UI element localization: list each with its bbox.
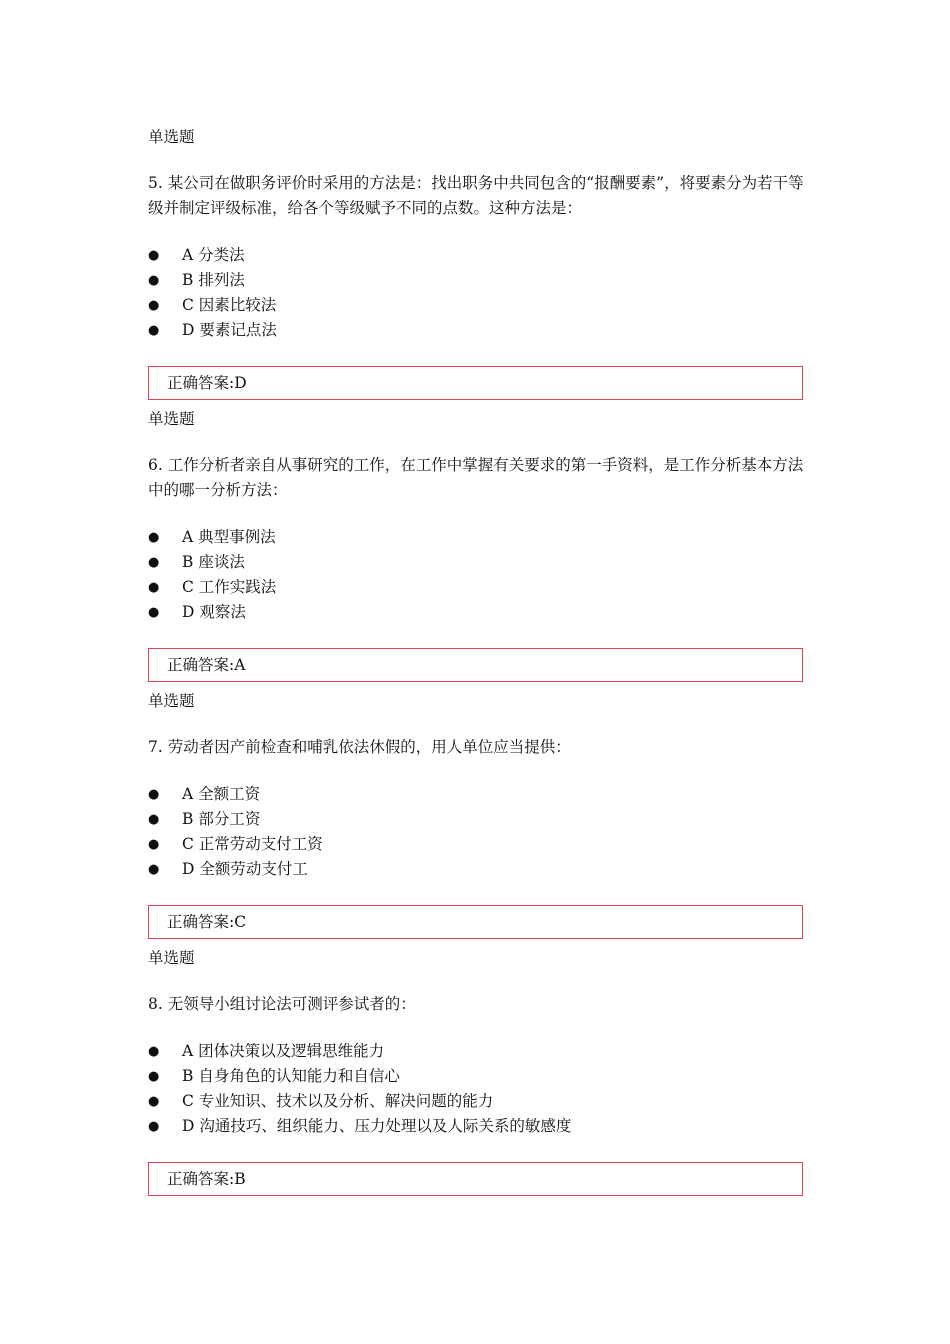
correct-answer-box: 正确答案:A	[148, 648, 803, 682]
document-page: 单选题 5. 某公司在做职务评价时采用的方法是：找出职务中共同包含的“报酬要素”，将要素分为若干等级并制定评级标准，给各个等级赋予不同的点数。这种方法是： ● A 分类法 ● B 排列法 ● C 因素比较法 ● D 要素记点法 正确答案:D 单选题 6. 工作分析者亲自从事研究的工作，在工作中掌握有关要求的第一手资料，是工作分析基本方法中的哪一分析方法： ● A 典型事例法 ● B 座谈法 ● C 工作实践法 ● D 观察法 正确答案:A 单选题 7. 劳动者因产前检查和哺乳依法休假的，用人单位应当提供： ● A 全额工资 ● B 部分工资 ● C 正常劳动支付工资 ● D 全额劳动支付工 正确答案:C 单选题 8. 无领导小组讨论法可测评参试者的： ● A 团体决策以及逻辑思维能力 ● B 自身角色的认知能力和自信心 ● C 专业知识、技术以及分析、解决问题的能力 ● D 沟通技巧、组织能力、压力处理以及人际关系的敏感度 正确答案:B	[0, 0, 950, 1344]
correct-answer-box: 正确答案:C	[148, 905, 803, 939]
question-type-label: 单选题	[148, 949, 195, 967]
bullet-icon: ●	[148, 530, 160, 545]
bullet-icon: ●	[148, 862, 160, 877]
bullet-icon: ●	[148, 273, 160, 288]
bullet-icon: ●	[148, 248, 160, 263]
correct-answer-box: 正确答案:D	[148, 366, 803, 400]
bullet-icon: ●	[148, 1069, 160, 1084]
question-type-label: 单选题	[148, 128, 195, 146]
bullet-icon: ●	[148, 837, 160, 852]
bullet-icon: ●	[148, 1094, 160, 1109]
correct-answer-box: 正确答案:B	[148, 1162, 803, 1196]
bullet-icon: ●	[148, 1119, 160, 1134]
bullet-icon: ●	[148, 787, 160, 802]
bullet-icon: ●	[148, 323, 160, 338]
bullet-icon: ●	[148, 555, 160, 570]
bullet-icon: ●	[148, 605, 160, 620]
question-type-label: 单选题	[148, 692, 195, 710]
question-text: 7. 劳动者因产前检查和哺乳依法休假的，用人单位应当提供：	[148, 738, 571, 756]
bullet-icon: ●	[148, 580, 160, 595]
question-type-label: 单选题	[148, 410, 195, 428]
question-text: 5. 某公司在做职务评价时采用的方法是：找出职务中共同包含的“报酬要素”，将要素分为若干等级并制定评级标准，给各个等级赋予不同的点数。这种方法是：	[148, 174, 804, 217]
question-text: 8. 无领导小组讨论法可测评参试者的：	[148, 995, 416, 1013]
bullet-icon: ●	[148, 812, 160, 827]
bullet-icon: ●	[148, 1044, 160, 1059]
bullet-icon: ●	[148, 298, 160, 313]
question-text: 6. 工作分析者亲自从事研究的工作，在工作中掌握有关要求的第一手资料，是工作分析基本方法中的哪一分析方法：	[148, 456, 804, 499]
